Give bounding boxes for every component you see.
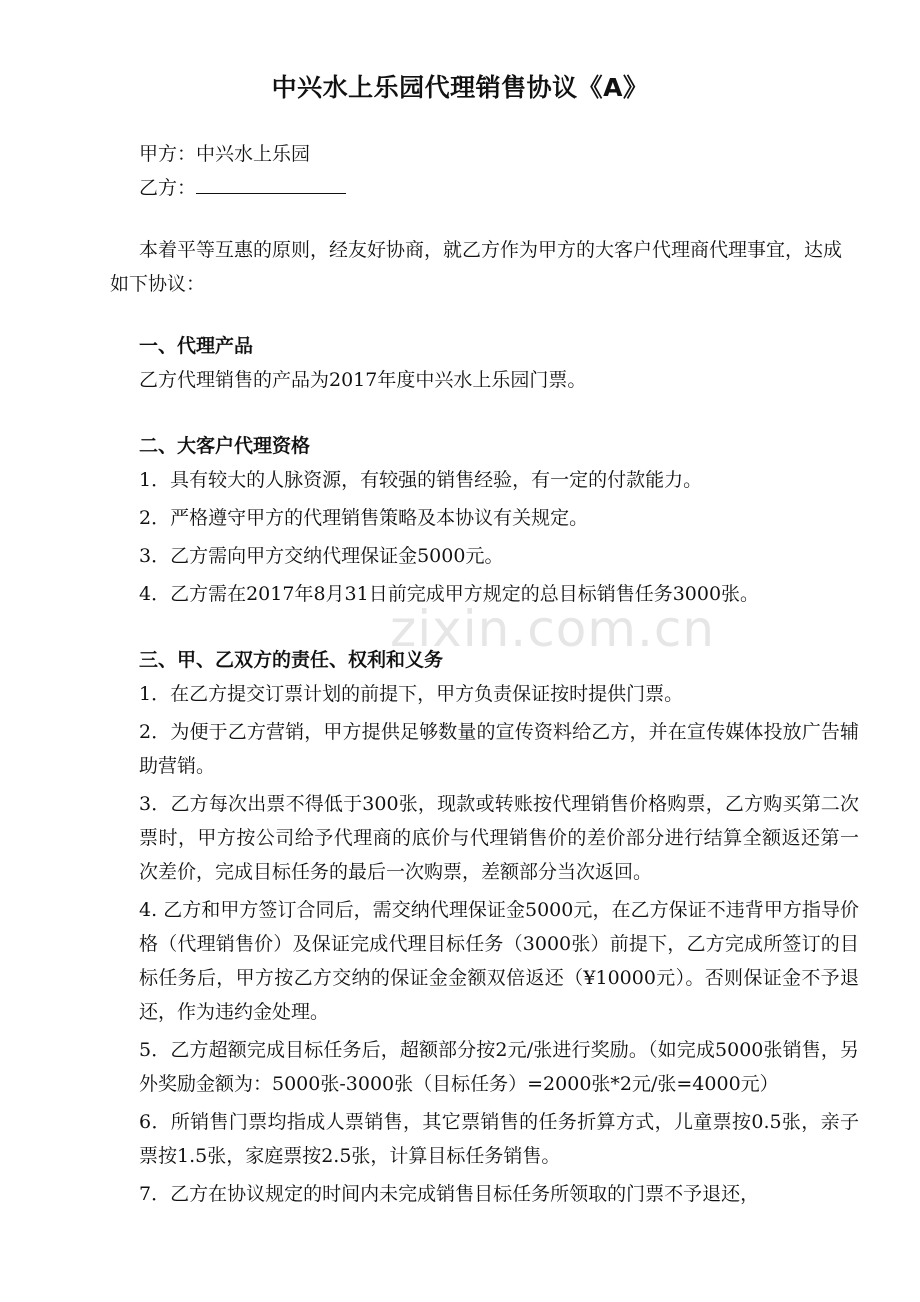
section-item: 4. 乙方和甲方签订合同后，需交纳代理保证金5000元，在乙方保证不违背甲方指导价格（代理销售价）及保证完成代理目标任务（3000张）前提下，乙方完成所签订的目标任务后，甲方按乙方交纳的保证金金额双倍返还（¥10000元）。否则保证金不予退还，作为违约金处理。 — [139, 899, 859, 1023]
section-item: 1．具有较大的人脉资源，有较强的销售经验，有一定的付款能力。 — [139, 469, 703, 491]
section-item: 2．为便于乙方营销，甲方提供足够数量的宣传资料给乙方，并在宣传媒体投放广告辅助营销。 — [139, 721, 859, 777]
party-a-label: 甲方： — [139, 143, 197, 165]
section-item: 3．乙方需向甲方交纳代理保证金5000元。 — [139, 545, 504, 567]
party-a-line — [139, 137, 859, 171]
section-item: 5．乙方超额完成目标任务后，超额部分按2元/张进行奖励。（如完成5000张销售，另外奖励金额为：5000张-3000张（目标任务）=2000张*2元/张=4000元） — [139, 1039, 859, 1095]
section-item: 1．在乙方提交订票计划的前提下，甲方负责保证按时提供门票。 — [139, 683, 684, 705]
party-b-blank — [196, 175, 346, 194]
section-heading: 一、代理产品 — [139, 335, 254, 357]
party-b-line — [139, 171, 859, 205]
document-title: 中兴水上乐园代理销售协议《A》 — [271, 73, 649, 102]
section-item: 4．乙方需在2017年8月31日前完成甲方规定的总目标销售任务3000张。 — [139, 583, 760, 605]
section-item: 乙方代理销售的产品为2017年度中兴水上乐园门票。 — [139, 369, 587, 391]
section-item: 6．所销售门票均指成人票销售，其它票销售的任务折算方式，儿童票按0.5张，亲子票按1.5张，家庭票按2.5张，计算目标任务销售。 — [139, 1111, 859, 1167]
spacer — [139, 301, 859, 329]
party-a-value: 中兴水上乐园 — [196, 143, 311, 165]
section-item: 2．严格遵守甲方的代理销售策略及本协议有关规定。 — [139, 507, 589, 529]
section-heading: 三、甲、乙双方的责任、权利和义务 — [139, 649, 444, 671]
intro-paragraph: 本着平等互惠的原则，经友好协商，就乙方作为甲方的大客户代理商代理事宜，达成如下协议： — [110, 239, 843, 295]
section-heading: 二、大客户代理资格 — [139, 435, 311, 457]
watermark: zixin.com.cn — [390, 600, 716, 658]
spacer — [139, 615, 859, 643]
spacer — [139, 205, 859, 233]
document-body — [110, 137, 859, 1215]
spacer — [139, 401, 859, 429]
section-item: 3．乙方每次出票不得低于300张，现款或转账按代理销售价格购票，乙方购买第二次票时，甲方按公司给予代理商的底价与代理销售价的差价部分进行结算全额返还第一次差价，完成目标任务的最后一次购票，差额部分当次返回。 — [139, 793, 859, 883]
section-item: 7．乙方在协议规定的时间内未完成销售目标任务所领取的门票不予退还， — [139, 1183, 760, 1205]
party-b-label: 乙方： — [139, 177, 197, 199]
